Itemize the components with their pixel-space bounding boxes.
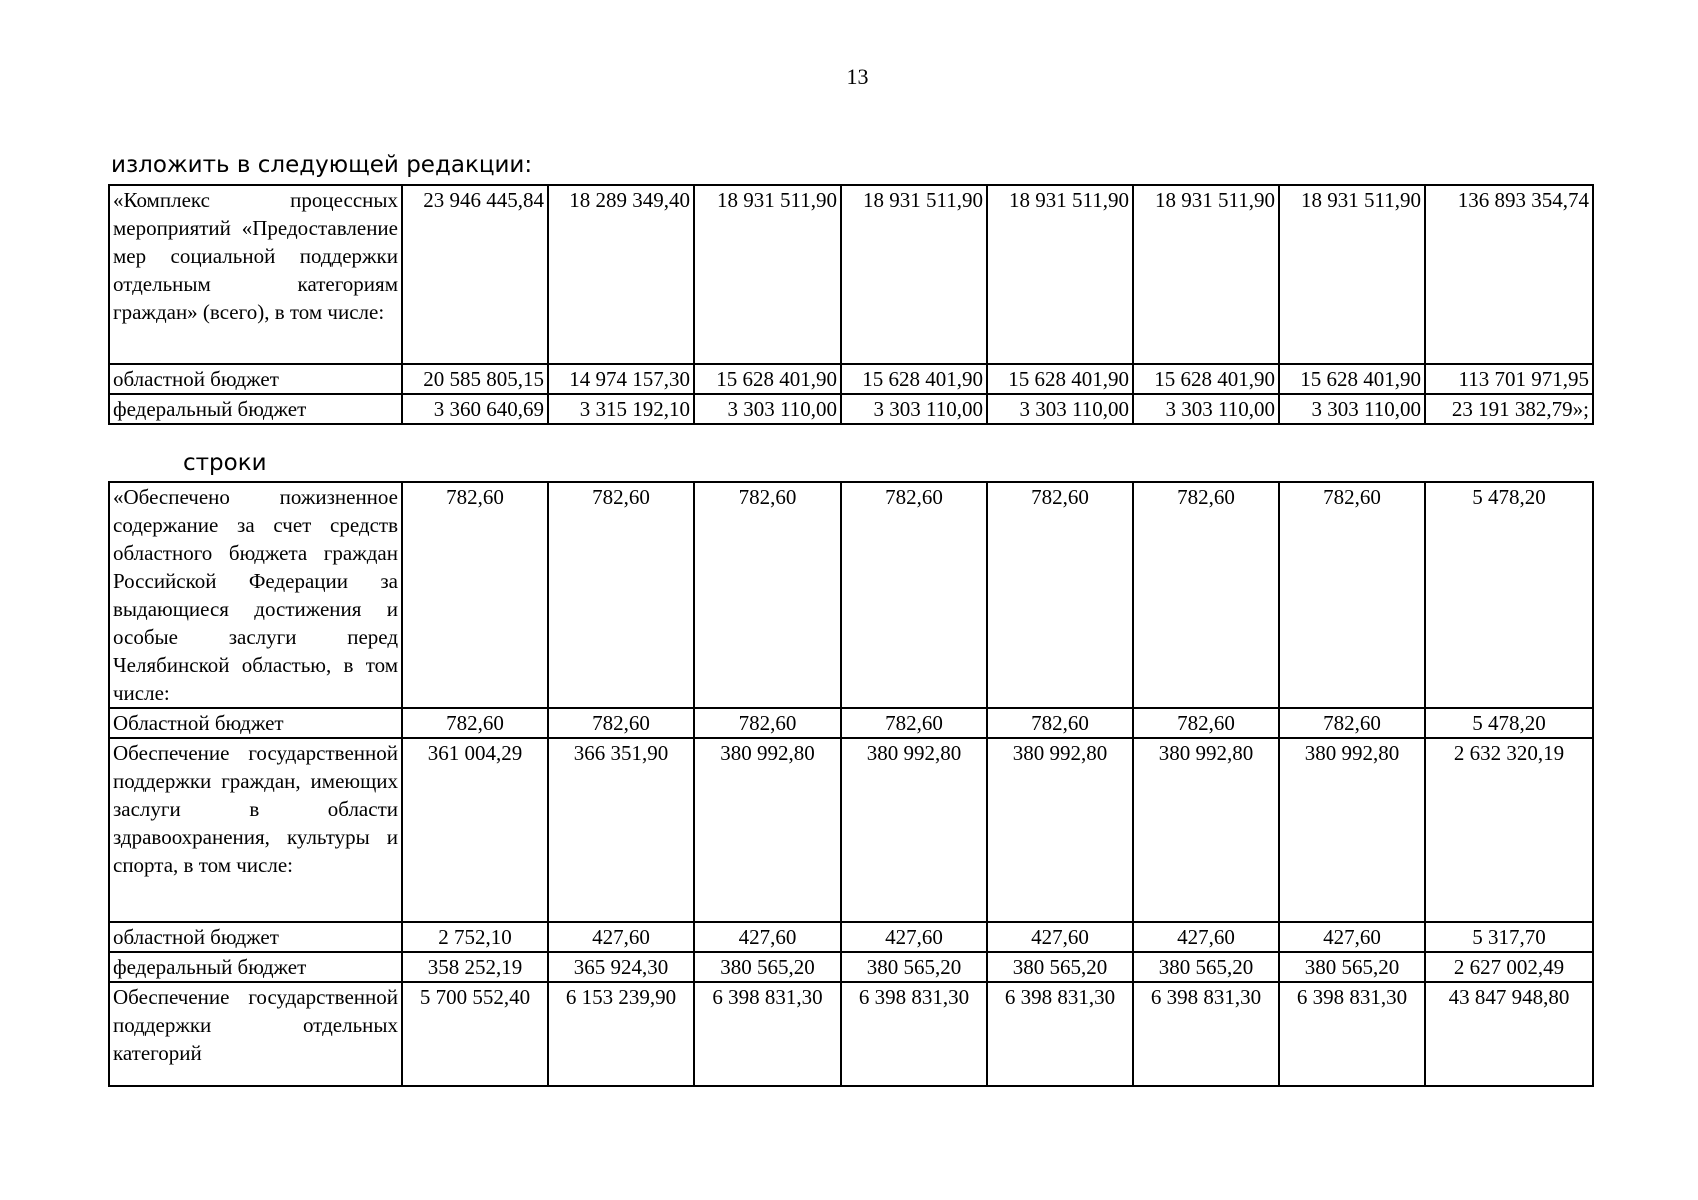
value-cell: 782,60: [1133, 482, 1279, 708]
table-row: [109, 364, 1593, 394]
value-cell: 6 398 831,30: [987, 982, 1133, 1086]
row-label-cell: областной бюджет: [109, 922, 402, 952]
value-cell: 427,60: [1279, 922, 1425, 952]
value-cell: 15 628 401,90: [841, 364, 987, 394]
value-cell: 782,60: [987, 482, 1133, 708]
value-cell: 782,60: [402, 482, 548, 708]
value-cell: 380 565,20: [694, 952, 841, 982]
value-cell: 2 752,10: [402, 922, 548, 952]
page-number: 13: [846, 64, 869, 89]
value-cell: 23 191 382,79»;: [1425, 394, 1593, 424]
value-cell: 782,60: [987, 708, 1133, 738]
row-label-cell: Областной бюджет: [109, 708, 402, 738]
value-cell: 3 303 110,00: [841, 394, 987, 424]
value-cell: 380 992,80: [1133, 738, 1279, 922]
table-row: [109, 922, 1593, 952]
row-label-cell: Обеспечение государственной поддержки отдельных категорий: [109, 982, 402, 1086]
value-cell: 3 315 192,10: [548, 394, 694, 424]
value-cell: 14 974 157,30: [548, 364, 694, 394]
value-cell: 18 931 511,90: [987, 185, 1133, 364]
value-cell: 782,60: [841, 708, 987, 738]
table-row: [109, 982, 1593, 1086]
value-cell: 782,60: [694, 708, 841, 738]
value-cell: 6 398 831,30: [1133, 982, 1279, 1086]
value-cell: 427,60: [694, 922, 841, 952]
value-cell: 782,60: [1279, 482, 1425, 708]
value-cell: 2 627 002,49: [1425, 952, 1593, 982]
value-cell: 3 303 110,00: [694, 394, 841, 424]
value-cell: 380 565,20: [1133, 952, 1279, 982]
value-cell: 380 992,80: [841, 738, 987, 922]
value-cell: 358 252,19: [402, 952, 548, 982]
table-row: [109, 482, 1593, 708]
table-row: [109, 708, 1593, 738]
value-cell: 136 893 354,74: [1425, 185, 1593, 364]
value-cell: 5 478,20: [1425, 708, 1593, 738]
value-cell: 15 628 401,90: [1133, 364, 1279, 394]
value-cell: 6 153 239,90: [548, 982, 694, 1086]
row-label-cell: федеральный бюджет: [109, 952, 402, 982]
value-cell: 380 565,20: [1279, 952, 1425, 982]
row-label-cell: федеральный бюджет: [109, 394, 402, 424]
value-cell: 380 565,20: [987, 952, 1133, 982]
value-cell: 3 303 110,00: [1279, 394, 1425, 424]
row-label-cell: областной бюджет: [109, 364, 402, 394]
value-cell: 366 351,90: [548, 738, 694, 922]
value-cell: 782,60: [548, 708, 694, 738]
value-cell: 20 585 805,15: [402, 364, 548, 394]
value-cell: 18 931 511,90: [841, 185, 987, 364]
value-cell: 782,60: [1279, 708, 1425, 738]
row-label-cell: «Комплекс процессных мероприятий «Предоставление мер социальной поддержки отдельным категориям граждан» (всего), в том числе:: [109, 185, 402, 364]
table-row: [109, 394, 1593, 424]
value-cell: 18 931 511,90: [1279, 185, 1425, 364]
value-cell: 427,60: [841, 922, 987, 952]
value-cell: 427,60: [548, 922, 694, 952]
value-cell: 380 992,80: [1279, 738, 1425, 922]
value-cell: 427,60: [987, 922, 1133, 952]
value-cell: 6 398 831,30: [694, 982, 841, 1086]
value-cell: 15 628 401,90: [694, 364, 841, 394]
intro-text: изложить в следующей редакции:: [111, 152, 533, 178]
value-cell: 23 946 445,84: [402, 185, 548, 364]
table-row: [109, 738, 1593, 922]
value-cell: 380 565,20: [841, 952, 987, 982]
value-cell: 782,60: [841, 482, 987, 708]
table-row: [109, 952, 1593, 982]
row-label-cell: Обеспечение государственной поддержки граждан, имеющих заслуги в области здравоохранения, культуры и спорта, в том числе:: [109, 738, 402, 922]
budget-table-new-edition: [108, 184, 1594, 425]
budget-table-rows: [108, 481, 1594, 1087]
value-cell: 782,60: [1133, 708, 1279, 738]
value-cell: 361 004,29: [402, 738, 548, 922]
value-cell: 782,60: [548, 482, 694, 708]
value-cell: 15 628 401,90: [1279, 364, 1425, 394]
value-cell: 380 992,80: [987, 738, 1133, 922]
value-cell: 6 398 831,30: [1279, 982, 1425, 1086]
row-label-cell: «Обеспечено пожизненное содержание за счет средств областного бюджета граждан Российской Федерации за выдающиеся достижения и особые заслуги перед Челябинской областью, в том числе:: [109, 482, 402, 708]
value-cell: 3 303 110,00: [1133, 394, 1279, 424]
value-cell: 365 924,30: [548, 952, 694, 982]
value-cell: 18 289 349,40: [548, 185, 694, 364]
value-cell: 6 398 831,30: [841, 982, 987, 1086]
table-row: [109, 185, 1593, 364]
value-cell: 782,60: [402, 708, 548, 738]
value-cell: 5 317,70: [1425, 922, 1593, 952]
rows-label: строки: [183, 450, 267, 476]
value-cell: 427,60: [1133, 922, 1279, 952]
value-cell: 43 847 948,80: [1425, 982, 1593, 1086]
value-cell: 18 931 511,90: [1133, 185, 1279, 364]
value-cell: 3 303 110,00: [987, 394, 1133, 424]
value-cell: 5 700 552,40: [402, 982, 548, 1086]
value-cell: 3 360 640,69: [402, 394, 548, 424]
value-cell: 2 632 320,19: [1425, 738, 1593, 922]
value-cell: 15 628 401,90: [987, 364, 1133, 394]
value-cell: 18 931 511,90: [694, 185, 841, 364]
value-cell: 380 992,80: [694, 738, 841, 922]
value-cell: 5 478,20: [1425, 482, 1593, 708]
value-cell: 782,60: [694, 482, 841, 708]
value-cell: 113 701 971,95: [1425, 364, 1593, 394]
